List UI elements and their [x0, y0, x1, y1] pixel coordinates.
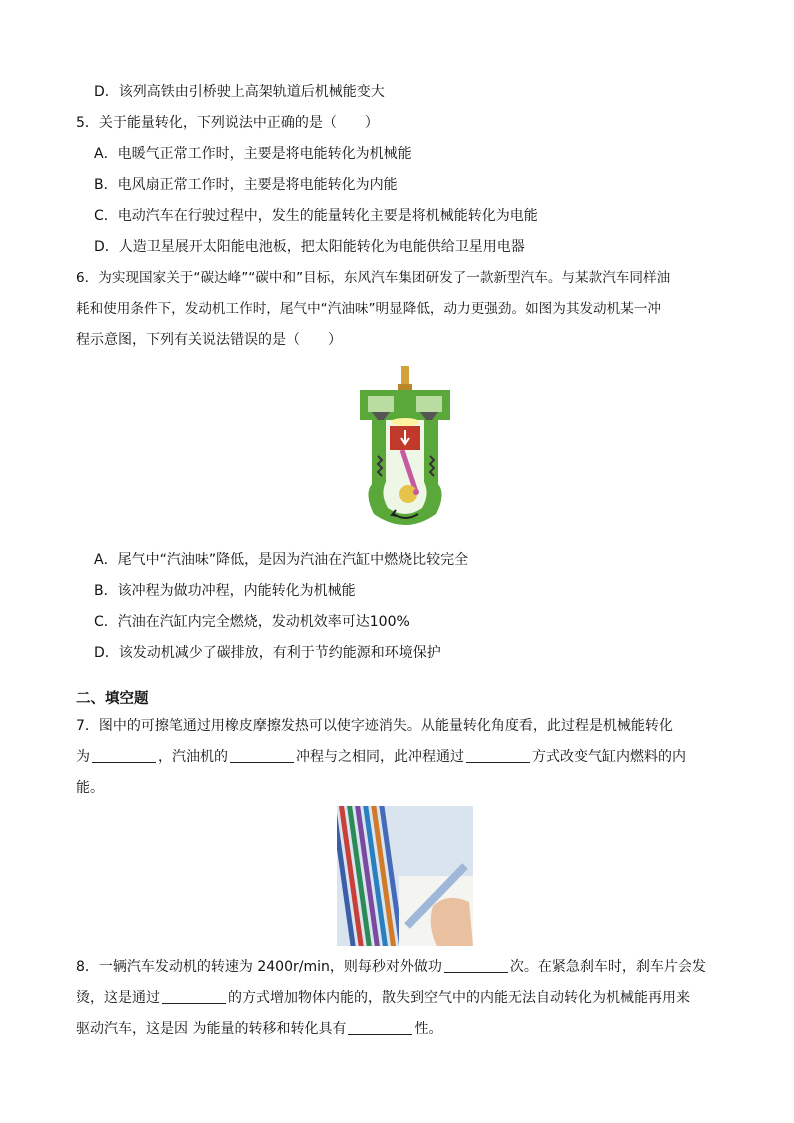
q7-line2: 为 ，汽油机的 冲程与之相同，此冲程通过 方式改变气缸内燃料的内: [76, 749, 686, 765]
answer-blank[interactable]: [92, 748, 156, 763]
hand: [431, 898, 473, 946]
q6-stem-line1: 6．为实现国家关于“碳达峰”“碳中和”目标，东风汽车集团研发了一款新型汽车。与某款汽车同样油: [76, 270, 671, 286]
q6-option-a: A．尾气中“汽油味”降低，是因为汽油在汽缸中燃烧比较完全: [94, 552, 469, 568]
q8-line1: 8．一辆汽车发动机的转速为 2400r/min，则每秒对外做功 次。在紧急刹车时，刹车片会发: [76, 959, 706, 975]
q6-option-d: D．该发动机减少了碳排放，有利于节约能源和环境保护: [94, 645, 441, 661]
answer-blank[interactable]: [162, 989, 226, 1004]
q5-option-d: D．人造卫星展开太阳能电池板，把太阳能转化为电能供给卫星用电器: [94, 239, 525, 255]
answer-blank[interactable]: [348, 1020, 412, 1035]
q7-line3: 能。: [76, 780, 104, 796]
q6-stem-line2: 耗和使用条件下，发动机工作时，尾气中“汽油味”明显降低，动力更强劲。如图为其发动机某一冲: [76, 301, 662, 317]
answer-blank[interactable]: [444, 958, 508, 973]
section-title-fill-in: 二、填空题: [76, 691, 149, 707]
q5-stem: 5．关于能量转化，下列说法中正确的是（ ）: [76, 115, 379, 131]
q6-option-c: C．汽油在汽缸内完全燃烧，发动机效率可达100%: [94, 614, 410, 630]
q7-line1: 7．图中的可擦笔通过用橡皮摩擦发热可以使字迹消失。从能量转化角度看，此过程是机械能转化: [76, 718, 673, 734]
q5-option-b: B．电风扇正常工作时，主要是将电能转化为内能: [94, 177, 398, 193]
q5-option-a: A．电暖气正常工作时，主要是将电能转化为机械能: [94, 146, 412, 162]
engine-stroke-diagram: [350, 364, 460, 534]
q5-option-c: C．电动汽车在行驶过程中，发生的能量转化主要是将机械能转化为电能: [94, 208, 538, 224]
answer-blank[interactable]: [466, 748, 530, 763]
q4-option-d: D．该列高铁由引桥驶上高架轨道后机械能变大: [94, 84, 385, 100]
q8-line2: 烫，这是通过 的方式增加物体内能的，散失到空气中的内能无法自动转化为机械能再用来: [76, 990, 690, 1006]
answer-blank[interactable]: [230, 748, 294, 763]
erasable-pen-photo: [337, 806, 473, 946]
q6-stem-line3: 程示意图，下列有关说法错误的是（ ）: [76, 332, 342, 348]
q8-line3: 驱动汽车，这是因 为能量的转移和转化具有 性。: [76, 1021, 443, 1037]
q6-option-b: B．该冲程为做功冲程，内能转化为机械能: [94, 583, 356, 599]
